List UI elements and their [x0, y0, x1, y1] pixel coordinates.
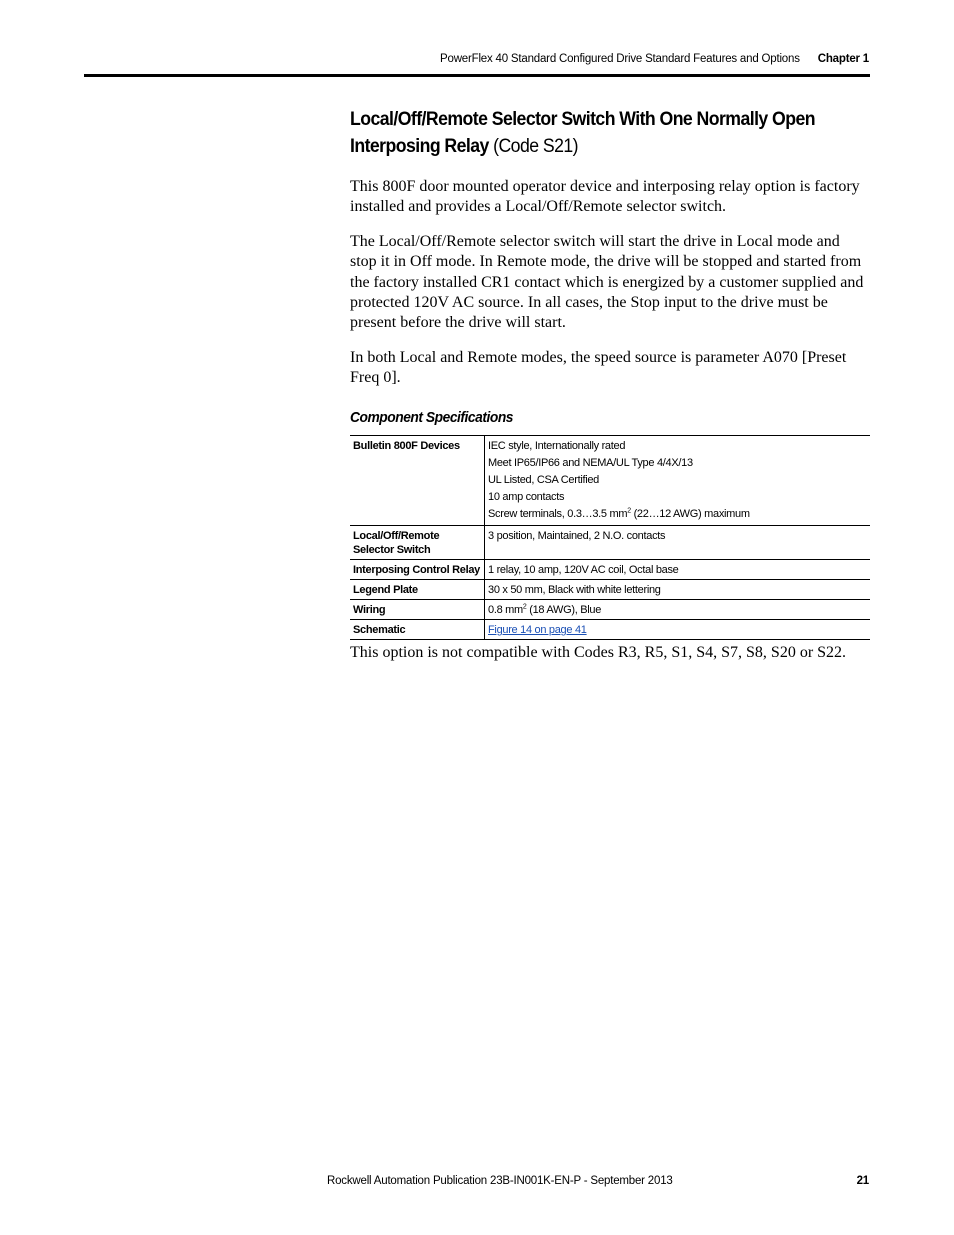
paragraph-speed-source: In both Local and Remote modes, the speed source is parameter A070 [Preset Freq 0]. [350, 348, 847, 387]
component-spec-table [350, 435, 870, 640]
bulletin-value-screw [488, 506, 867, 523]
bulletin-value: UL Listed, CSA Certified [488, 474, 600, 486]
footer-publication: Rockwell Automation Publication 23B-IN001K-EN-P - September 2013 [327, 1175, 673, 1187]
relay-value: 1 relay, 10 amp, 120V AC coil, Octal base [485, 560, 871, 580]
bulletin-values [485, 436, 871, 526]
wiring-value [485, 600, 871, 620]
spec-heading: Component Specifications [350, 408, 514, 426]
schematic-link[interactable]: Figure 14 on page 41 [488, 624, 587, 636]
selector-label-line1: Local/Off/Remote [353, 530, 440, 542]
header-rule [84, 74, 870, 77]
header-title: PowerFlex 40 Standard Configured Drive Standard Features and Options [440, 53, 800, 65]
relay-label: Interposing Control Relay [350, 560, 485, 580]
section-title-line2: Interposing Relay [350, 136, 489, 157]
section-title-line1: Local/Off/Remote Selector Switch With One Normally Open [350, 109, 815, 130]
header-chapter: Chapter 1 [817, 53, 869, 65]
schematic-label: Schematic [350, 620, 485, 640]
screw-text: Screw terminals, 0.3…3.5 mm [488, 508, 628, 520]
table-row [350, 436, 870, 526]
section-code: (Code S21) [493, 136, 578, 157]
running-header [440, 53, 869, 65]
bulletin-value: IEC style, Internationally rated [488, 440, 626, 452]
legend-label: Legend Plate [350, 580, 485, 600]
table-row [350, 526, 870, 560]
footer-page-number: 21 [856, 1175, 869, 1187]
screw-text-post: (22…12 AWG) maximum [630, 508, 750, 520]
table-row [350, 620, 870, 640]
bulletin-label: Bulletin 800F Devices [350, 436, 485, 526]
wiring-label: Wiring [350, 600, 485, 620]
table-row [350, 600, 870, 620]
table-row [350, 580, 870, 600]
bulletin-value: 10 amp contacts [488, 491, 565, 503]
legend-value: 30 x 50 mm, Black with white lettering [485, 580, 871, 600]
wiring-superscript: 2 [522, 603, 527, 611]
selector-value: 3 position, Maintained, 2 N.O. contacts [485, 526, 871, 560]
wiring-text-post: (18 AWG), Blue [526, 604, 602, 616]
paragraph-modes: The Local/Off/Remote selector switch will start the drive in Local mode and stop it in Off mode. In Remote mode, the drive will be stopped and started from the factory installed CR1 contact which is energized by a customer supplied and protected 120V AC source. In all cases, the Stop input to the drive must be present before the drive will start. [350, 232, 864, 332]
screw-superscript: 2 [627, 507, 631, 515]
main-content [350, 106, 870, 426]
selector-label [350, 526, 485, 560]
table-row [350, 560, 870, 580]
wiring-text: 0.8 mm [488, 604, 523, 616]
compatibility-note: This option is not compatible with Codes R3, R5, S1, S4, S7, S8, S20 or S22. [350, 644, 847, 661]
paragraph-intro: This 800F door mounted operator device and interposing relay option is factory installed and provides a Local/Off/Remote selector switch. [350, 178, 860, 216]
selector-label-line2: Selector Switch [353, 544, 431, 556]
section-title [350, 106, 834, 160]
bulletin-value: Meet IP65/IP66 and NEMA/UL Type 4/4X/13 [488, 457, 693, 469]
schematic-value [485, 620, 871, 640]
